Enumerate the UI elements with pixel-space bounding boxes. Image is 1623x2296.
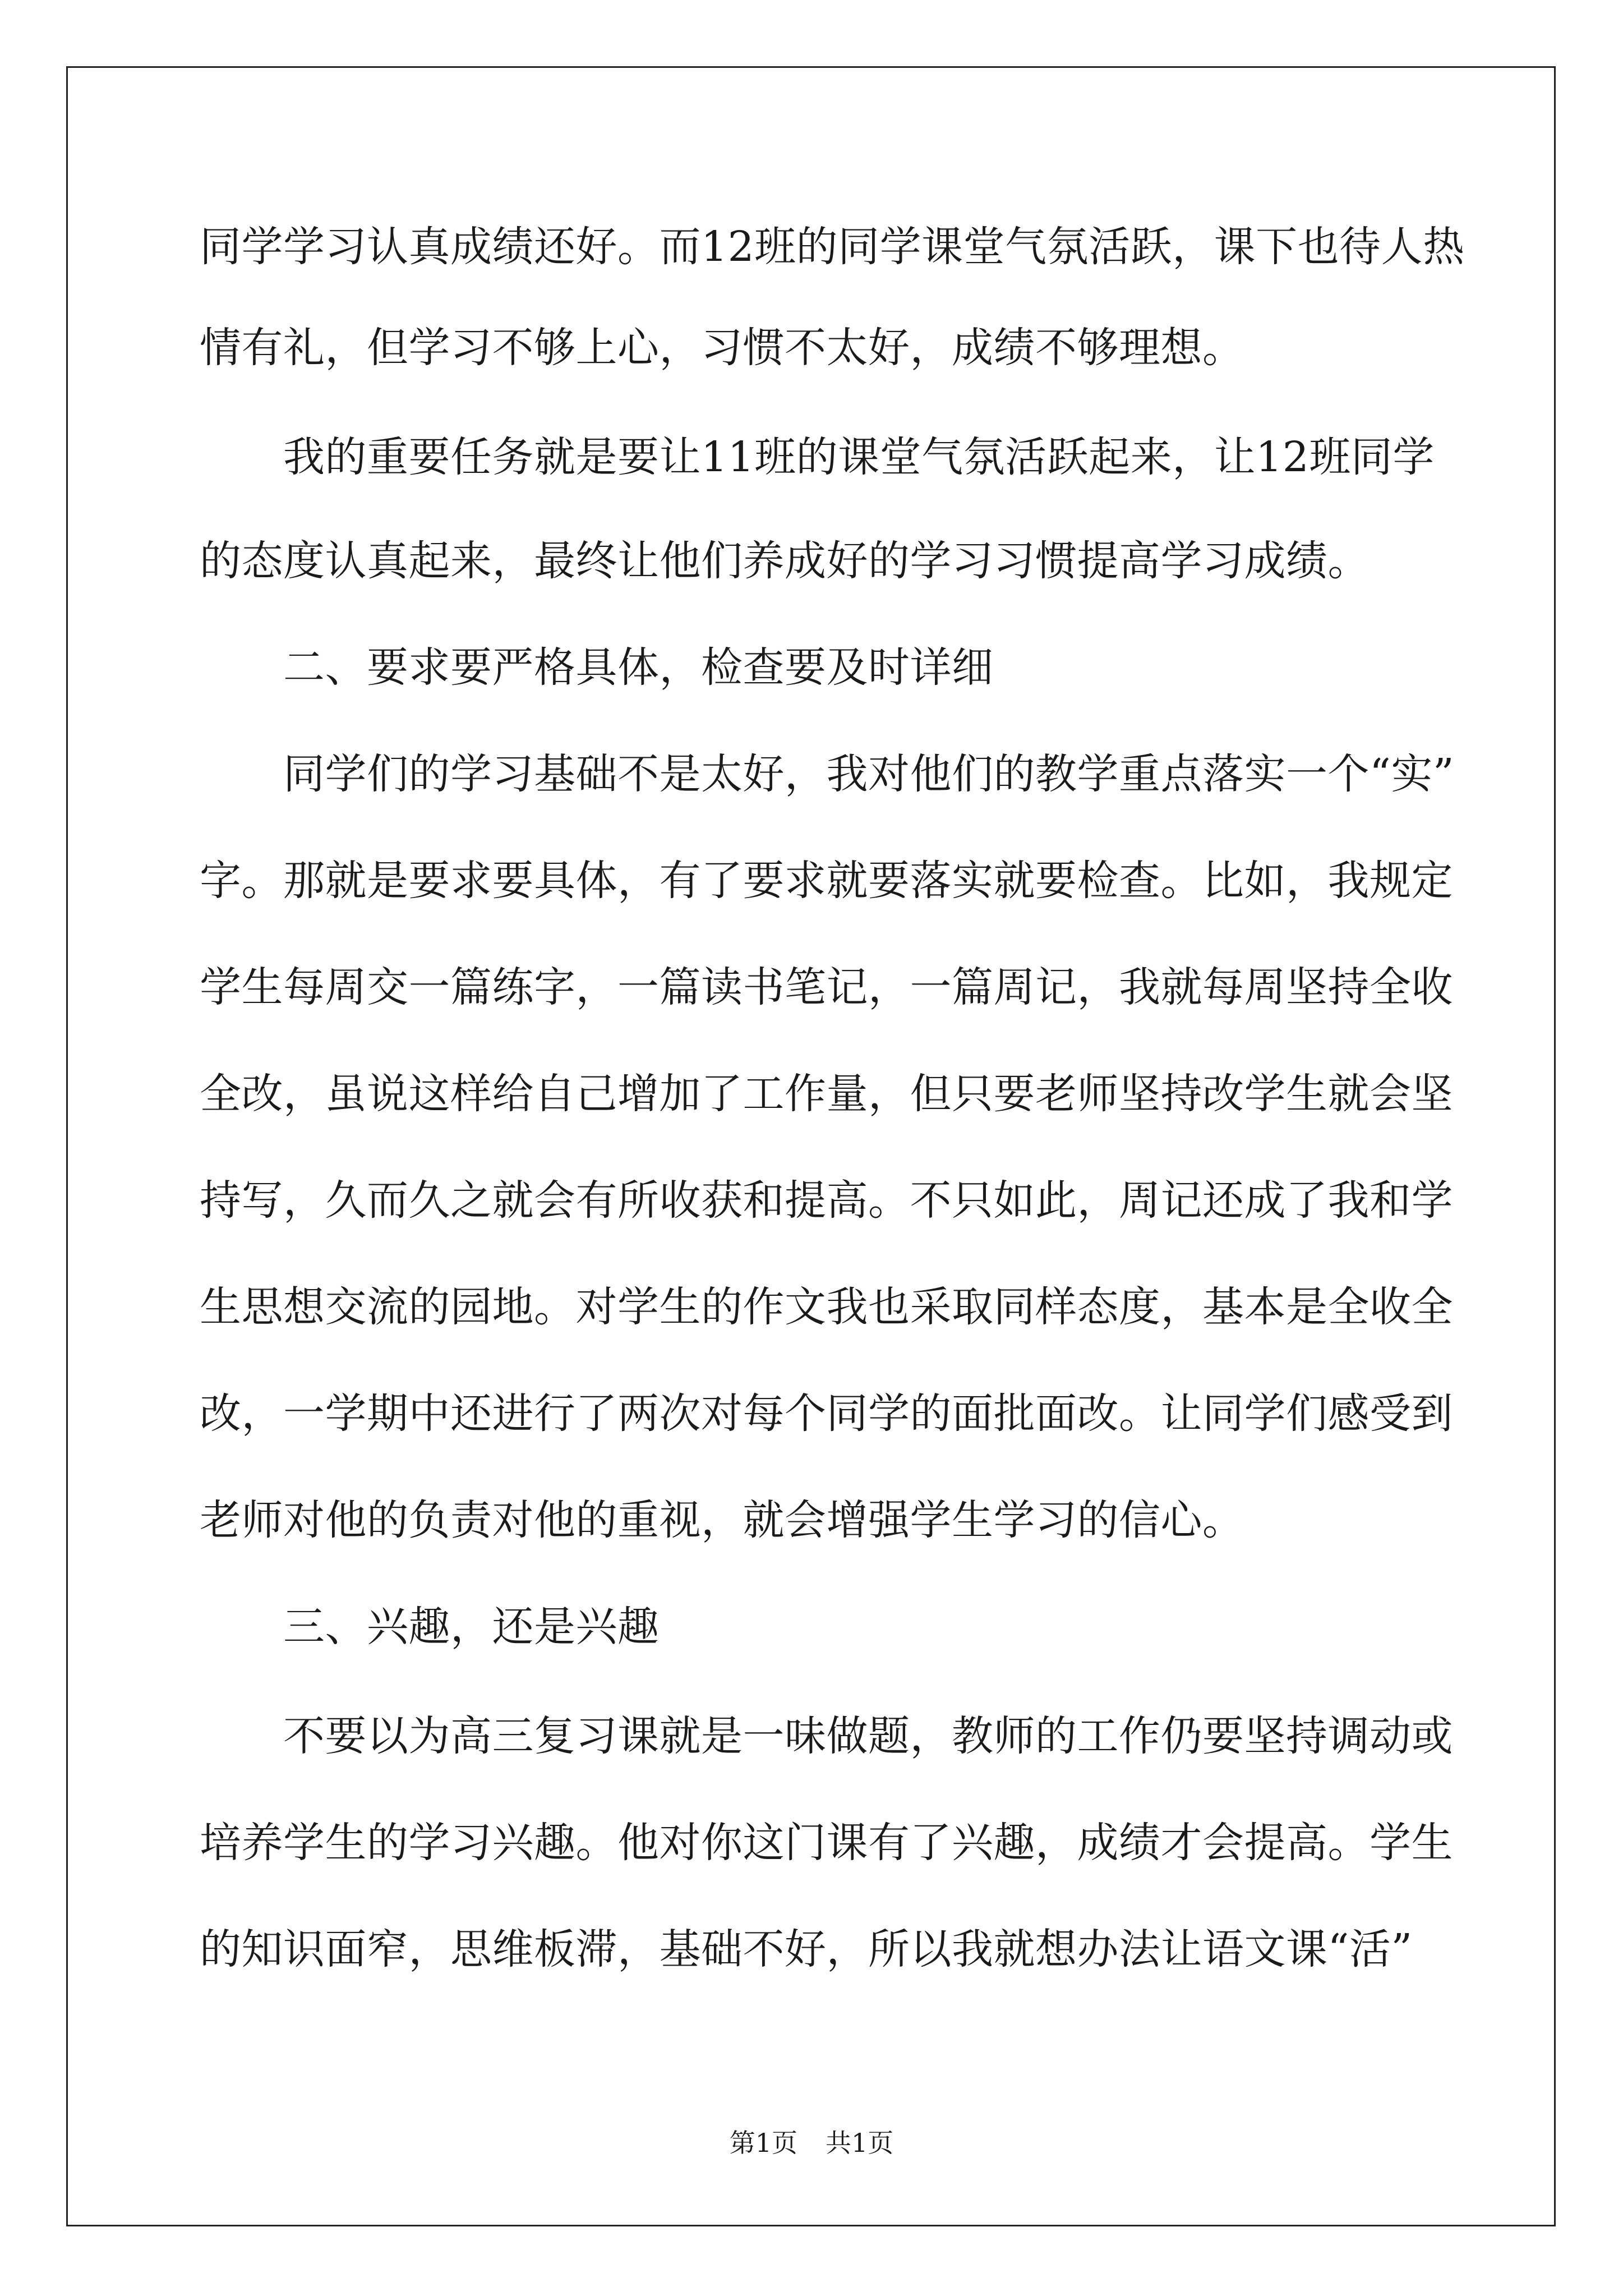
text-line: 持写，久而久之就会有所收获和提高。不只如此，周记还成了我和学 [200,1176,1453,1225]
page-frame [66,66,1556,2226]
text-line: 全改，虽说这样给自己增加了工作量，但只要老师坚持改学生就会坚 [200,1070,1453,1118]
text-line: 同学们的学习基础不是太好，我对他们的教学重点落实一个“实” [200,750,1455,798]
section-heading: 二、要求要严格具体，检查要及时详细 [200,643,994,692]
text-line: 的态度认真起来，最终让他们养成好的学习习惯提高学习成绩。 [200,537,1370,585]
page-number: 第1页 [729,2128,797,2158]
text-line: 我的重要任务就是要让11班的课堂气氛活跃起来，让12班同学 [200,433,1435,481]
text-line: 生思想交流的园地。对学生的作文我也采取同样态度，基本是全收全 [200,1283,1453,1331]
text-line: 同学学习认真成绩还好。而12班的同学课堂气氛活跃，课下也待人热 [200,223,1465,271]
text-line: 学生每周交一篇练字，一篇读书笔记，一篇周记，我就每周坚持全收 [200,963,1453,1011]
text-line: 的知识面窄，思维板滞，基础不好，所以我就想办法让语文课“活” [200,1925,1413,1973]
text-line: 改，一学期中还进行了两次对每个同学的面批面改。让同学们感受到 [200,1389,1453,1438]
text-line: 不要以为高三复习课就是一味做题，教师的工作仍要坚持调动或 [200,1712,1453,1760]
text-line: 老师对他的负责对他的重视，就会增强学生学习的信心。 [200,1496,1244,1544]
text-line: 字。那就是要求要具体，有了要求就要落实就要检查。比如，我规定 [200,857,1453,905]
text-line: 培养学生的学习兴趣。他对你这门课有了兴趣，成绩才会提高。学生 [200,1819,1453,1867]
text-line: 情有礼，但学习不够上心，习惯不太好，成绩不够理想。 [200,324,1244,372]
section-heading: 三、兴趣，还是兴趣 [200,1603,660,1651]
page-total: 共1页 [826,2128,894,2158]
page-footer [0,2126,1623,2160]
